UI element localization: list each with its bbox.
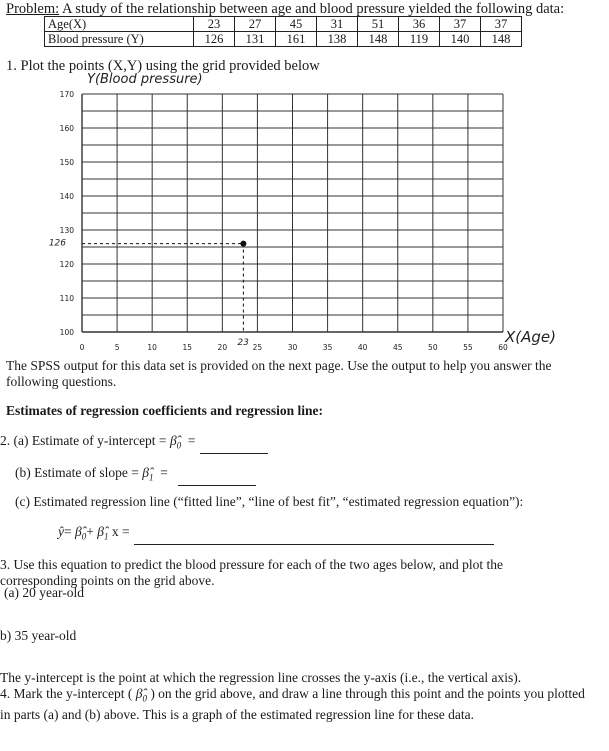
bp-cell: 148 bbox=[481, 32, 522, 47]
y-tick-label: 170 bbox=[59, 90, 74, 99]
question-4-text-a: 4. Mark the y-intercept ( bbox=[0, 686, 133, 701]
y-tick-label: 160 bbox=[59, 124, 74, 133]
problem-text: A study of the relationship between age and blood pressure yielded the following data: bbox=[62, 1, 565, 17]
bp-cell: 126 bbox=[194, 32, 235, 47]
x-tick-label: 60 bbox=[498, 343, 508, 352]
data-point bbox=[240, 241, 246, 247]
bp-row-label: Blood pressure (Y) bbox=[45, 32, 194, 47]
question-3a: (a) 20 year-old bbox=[4, 585, 84, 600]
bp-cell: 161 bbox=[276, 32, 317, 47]
y-tick-label: 100 bbox=[59, 328, 74, 337]
x-tick-label: 15 bbox=[182, 343, 193, 352]
question-3: 3. Use this equation to predict the blood pressure for each of the two ages below, and plot the corresponding points on the grid above. bbox=[0, 557, 503, 588]
intercept-note: The y-intercept is the point at which the regression line crosses the y-axis (i.e., the vertical axis). bbox=[0, 670, 522, 685]
y-tick-label: 130 bbox=[59, 226, 74, 235]
question-3b: b) 35 year-old bbox=[0, 628, 77, 643]
x-tick-label: 10 bbox=[147, 343, 157, 352]
x-tick-label: 40 bbox=[357, 343, 368, 352]
y-tick-label: 150 bbox=[59, 158, 74, 167]
question-2b-text: (b) Estimate of slope = bbox=[15, 465, 139, 480]
bp-cell: 138 bbox=[317, 32, 358, 47]
age-cell: 31 bbox=[317, 17, 358, 32]
question-1: 1. Plot the points (X,Y) using the grid provided below bbox=[6, 58, 320, 74]
y-tick-label: 110 bbox=[59, 294, 74, 303]
slope-answer-blank[interactable] bbox=[178, 473, 256, 486]
y-axis-label: Y(Blood pressure) bbox=[87, 72, 203, 87]
question-2b: (b) Estimate of slope = $\betâ_1$ = bbox=[15, 465, 256, 486]
age-cell: 37 bbox=[440, 17, 481, 32]
question-2a: 2. (a) Estimate of y-intercept = $\betâ_0$ = bbox=[0, 433, 268, 454]
x-axis-label: X(Age) bbox=[505, 328, 556, 346]
estimates-heading: Estimates of regression coefficients and regression line: bbox=[6, 403, 323, 418]
age-row-label: Age(X) bbox=[45, 17, 194, 32]
bp-cell: 119 bbox=[399, 32, 440, 47]
x-tick-label: 50 bbox=[428, 343, 438, 352]
handwritten-y-mark: 126 bbox=[48, 238, 66, 249]
problem-label: Problem: bbox=[6, 1, 60, 17]
regression-equation: ŷ= $\betâ_0+$ $\betâ_1$ x = bbox=[58, 524, 494, 545]
y-tick-label: 120 bbox=[59, 260, 74, 269]
question-2a-text: 2. (a) Estimate of y-intercept = bbox=[0, 433, 167, 448]
x-tick-label: 25 bbox=[252, 343, 263, 352]
x-tick-label: 45 bbox=[392, 343, 403, 352]
age-cell: 23 bbox=[194, 17, 235, 32]
question-2c: (c) Estimated regression line (“fitted line”, “line of best fit”, “estimated regression equation”): bbox=[15, 494, 524, 509]
age-cell: 27 bbox=[235, 17, 276, 32]
spss-note: The SPSS output for this data set is provided on the next page. Use the output to help you answer the following questions. bbox=[6, 358, 552, 389]
bp-cell: 131 bbox=[235, 32, 276, 47]
age-cell: 45 bbox=[276, 17, 317, 32]
x-tick-label: 55 bbox=[463, 343, 473, 352]
intercept-answer-blank[interactable] bbox=[200, 441, 268, 454]
x-tick-label: 35 bbox=[322, 343, 333, 352]
age-cell: 37 bbox=[481, 17, 522, 32]
question-4-text-b: ) on the grid above, and draw a line through this point and the points you plotted in parts (a) and (b) above. This is a graph of the estimated regression line for these data. bbox=[0, 686, 585, 722]
y-tick-label: 140 bbox=[59, 192, 74, 201]
bp-cell: 140 bbox=[440, 32, 481, 47]
bp-cell: 148 bbox=[358, 32, 399, 47]
x-tick-label: 5 bbox=[114, 343, 120, 352]
question-4: 4. Mark the y-intercept ( $\betâ_0$ ) on the grid above, and draw a line through this point and the points you plotted in parts (a) and (b) above. This is a graph of the estimated regression line for these data. bbox=[0, 686, 585, 722]
x-tick-label: 30 bbox=[287, 343, 298, 352]
x-tick-label: 0 bbox=[79, 343, 85, 352]
age-cell: 36 bbox=[399, 17, 440, 32]
age-cell: 51 bbox=[358, 17, 399, 32]
handwritten-x-mark: 23 bbox=[237, 338, 249, 348]
x-tick-label: 20 bbox=[217, 343, 228, 352]
equation-answer-blank[interactable] bbox=[134, 532, 494, 545]
